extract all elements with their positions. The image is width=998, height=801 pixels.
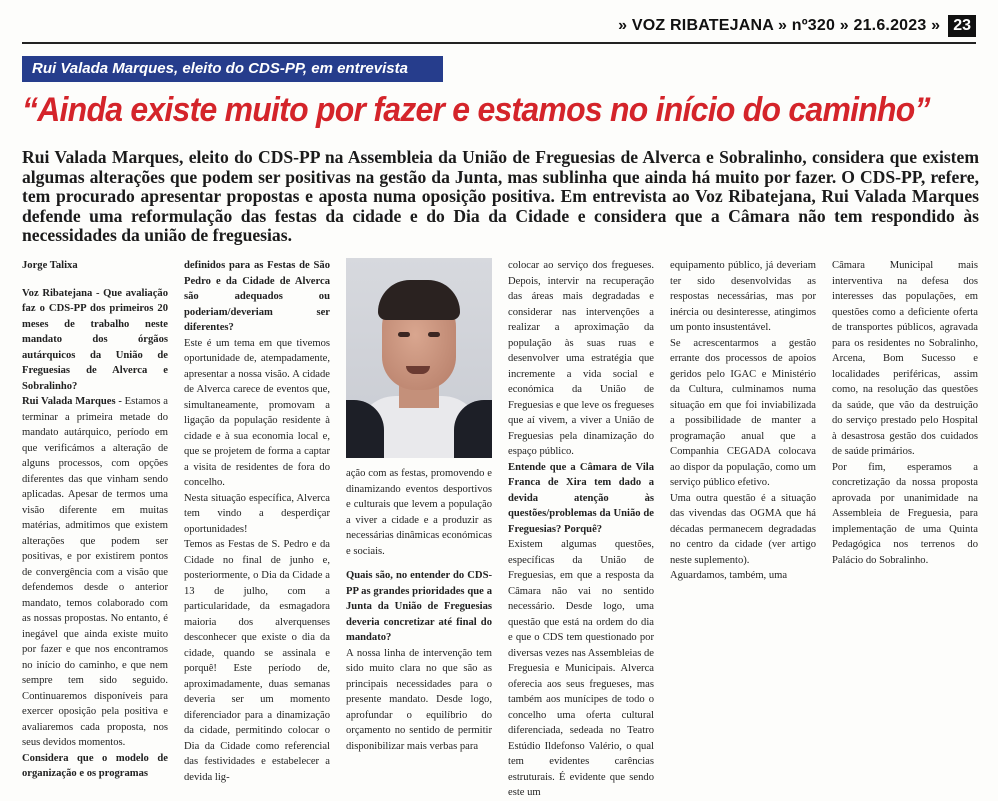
- column-3: [346, 258, 492, 753]
- answer-4c: Uma outra questão é a situação das vivendas das OGMA que há décadas permanecem degradadas no centro da cidade (ver artigo neste suplemento).: [670, 492, 816, 566]
- answer-2b: Nesta situação específica, Alverca tem vindo a desperdiçar oportunidades!: [184, 492, 330, 535]
- answer-2c: Temos as Festas de S. Pedro e da Cidade no final de junho e, posteriormente, o Dia da Cidade a 13 de julho, com a particularidade, da esmagadora maioria dos alverquenses desconhecer que existe o dia da cidade, quando se assinala e porquê! Este período de, aproximadamente, duas semanas deveria ser um momento diferenciador para a dinamização da cidade, permitindo colocar o Dia da Cidade como referencial das festividades e estabelecer a devida lig-: [184, 539, 330, 783]
- column-5: [670, 258, 816, 753]
- column-2: [184, 258, 330, 783]
- article-lead: Rui Valada Marques, eleito do CDS-PP na Assembleia da União de Freguesias de Alverca e Sobralinho, considera que existem algumas alterações que podem ser positivas na gestão da Junta, mas sublinha que ainda há muito por fazer. O CDS-PP, refere, tem procurado apresentar propostas e aposta numa oposição positiva. Em entrevista ao Voz Ribatejana, Rui Valada Marques defende uma reformulação das festas da cidade e do Dia da Cidade e considera que a Câmara não tem respondido às necessidades da união de freguesias.: [22, 147, 979, 246]
- answer-4-end: Câmara Municipal mais interventiva na defesa dos interesses das populações, em questões como a deficiente oferta de transportes públicos, agravada para os residentes no Sobralinho, Arcena, Bom Sucesso e localidades periféricas, assim como, na resolução das questões da saúde, que vão da destruição do serviço prestado pelo Hospital à desastrosa gestão dos cuidados de saúde primários.: [832, 260, 978, 457]
- question-2-start: Considera que o modelo de organização e os programas: [22, 752, 168, 779]
- answer-4e: Por fim, esperamos a concretização da nossa proposta aprovada por unanimidade na Assembleia de Freguesia, para implementação de uma Quinta Pedagógica nos terrenos do Palácio do Sobralinho.: [832, 461, 978, 566]
- answer-3: A nossa linha de intervenção tem sido muito clara no que são as principais necessidades para o presente mandato. Desde logo, aprofundar o equilíbrio do orçamento no sentido de permitir disponibilizar mais verbas para: [346, 647, 492, 752]
- header-rule: [22, 42, 976, 44]
- article-headline: “Ainda existe muito por fazer e estamos no início do caminho”: [22, 91, 930, 129]
- page-number: 23: [948, 15, 976, 37]
- answer-2: Este é um tema em que tivemos oportunidade de, atempadamente, apresentar a nossa visão. A cidade de Alverca carece de eventos que, simultaneamente, promovam a ligação da população residente à cidade e à sua economia local e, que se projetem de forma a captar a visita de residentes de fora do concelho.: [184, 337, 330, 488]
- column-1: [22, 258, 169, 779]
- answer-4-continued: equipamento público, já deveriam ter sido desenvolvidas as respostas necessárias, mas por inércia ou desinteresse, atingimos um ponto insustentável.: [670, 260, 816, 333]
- answer-4: Existem algumas questões, específicas da União de Freguesias, em que a resposta da Câmara não vai no sentido necessário. Desde logo, uma questão que está na ordem do dia e que o CDS tem questionado por diversas vezes nas Assembleias de Freguesia e Municipais. Alverca oferecia aos seus fregueses, mas também aos munícipes de todo o concelho uma oferta cultural diferenciada, sedeada no Teatro Estúdio Ildefonso Valério, o qual tem evidentes carências estruturais. É evidente que sendo este um: [508, 539, 654, 798]
- answer-1-text: Estamos a terminar a primeira metade do mandato autárquico, período em que verificámos a alteração de alguns processos, com opções diferentes das que vinham sendo aplicadas. Apesar de termos uma visão diferente em muitas matérias, admitimos que existem alterações que podem ser positivas, e por existirem pontos de convergência com a visão que defendemos desde o anterior mandato, temos colaborado com as nossas propostas. No entanto, é inegável que ainda existe muito por fazer e que nos encontramos no início do caminho, e que nem sempre tem sido seguido. Continuaremos disponíveis para exercer oposição pela positiva e avaliaremos cada proposta, nos seus devidos momentos.: [22, 396, 169, 748]
- answer-4d: Aguardamos, também, uma: [670, 570, 788, 581]
- column-4: [508, 258, 654, 798]
- answer-speaker: Rui Valada Marques -: [22, 396, 125, 407]
- article-kicker: Rui Valada Marques, eleito do CDS-PP, em entrevista: [22, 56, 443, 82]
- answer-2-end: ação com as festas, promovendo e dinamizando eventos desportivos e culturais que levem a população a viver a cidade e a produzir as necessárias dinâmicas económicas e sociais.: [346, 468, 492, 557]
- question-3: Quais são, no entender do CDS-PP as grandes prioridades que a Junta da União de Freguesias deveria concretizar até final do mandato?: [346, 570, 492, 643]
- question-1: Voz Ribatejana - Que avaliação faz o CDS-PP dos primeiros 20 meses de trabalho neste mandato dos órgãos autárquicos da União de Freguesias de Alverca e Sobralinho?: [22, 287, 168, 392]
- masthead: [618, 14, 976, 38]
- publication-line: » VOZ RIBATEJANA » nº320 » 21.6.2023 »: [618, 17, 941, 34]
- byline: Jorge Talixa: [22, 260, 78, 271]
- column-6: [832, 258, 978, 753]
- answer-4b: Se acrescentarmos a gestão errante dos processos de apoios geridos pelo IGAC e Ministério da Cultura, culminamos numa situação em que foi inviabilizada a possibilidade de manter a programação anual que a Companhia CEGADA colocava ao dispor da população, como um serviço público efetivo.: [670, 337, 816, 488]
- answer-3-end: colocar ao serviço dos fregueses. Depois, intervir na recuperação das áreas mais degradadas e considerar nas intervenções a realizar a aproximação da população às suas ruas e desenvolver uma estratégia que incremente a vida social e económica da União de Freguesias e que leve os fregueses que aí vivem, a viver a União de Freguesias pela dinamização do espaço público.: [508, 260, 654, 457]
- portrait-photo: [346, 258, 492, 458]
- question-4: Entende que a Câmara de Vila Franca de Xira tem dado a devida atenção às questões/problemas da União de Freguesias? Porquê?: [508, 461, 654, 535]
- question-2-end: definidos para as Festas de São Pedro e da Cidade de Alverca são adequados ou poderiam/deveriam ser diferentes?: [184, 260, 330, 333]
- answer-1: [22, 394, 168, 751]
